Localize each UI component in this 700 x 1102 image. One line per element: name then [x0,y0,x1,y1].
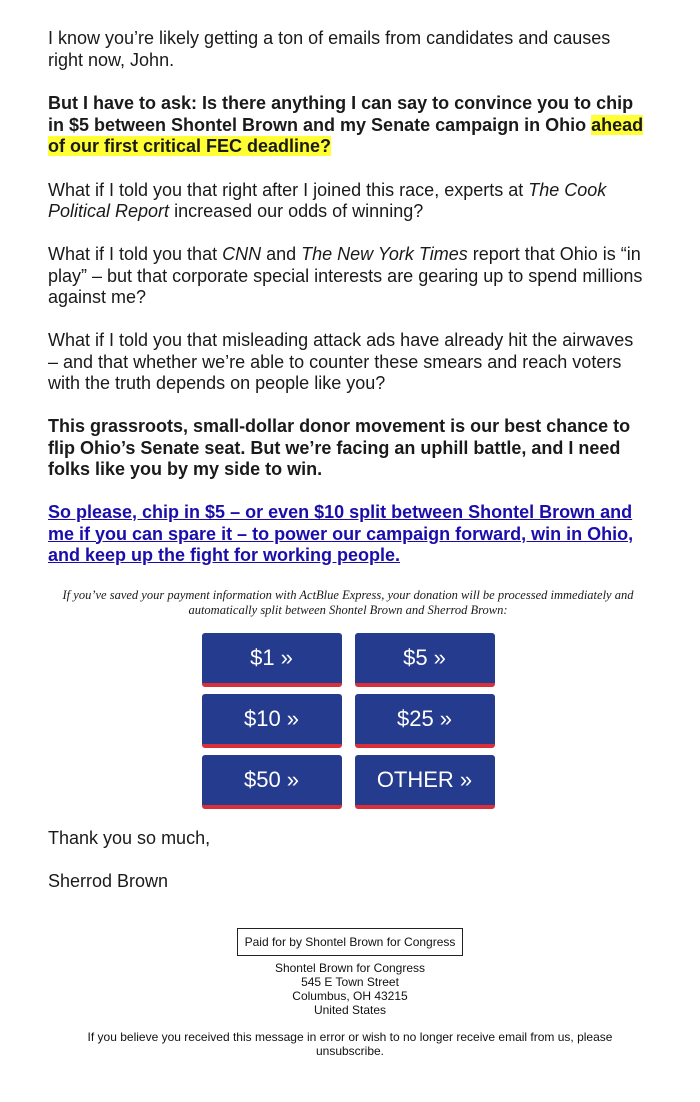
org-name: Shontel Brown for Congress [274,961,426,975]
mailing-address [0,961,700,1017]
cook-text-a: What if I told you that right after I joined this race, experts at [48,179,529,200]
donate-25-button[interactable]: $25 » [355,694,495,748]
donate-10-button[interactable]: $10 » [202,694,342,748]
donate-5-button[interactable]: $5 » [355,633,495,687]
media-paragraph [48,244,648,309]
nyt-name: The New York Times [301,244,468,264]
unsubscribe-text[interactable]: If you believe you received this message in error or wish to no longer receive email from us, please unsubscribe. [87,1030,613,1058]
country: United States [313,1003,387,1017]
city-line: Columbus, OH 43215 [292,989,408,1003]
ask-text: But I have to ask: Is there anything I can say to convince you to chip in $5 between Shontel Brown and my Senate campaign in Ohio [48,93,634,135]
ask-paragraph [48,93,648,158]
cook-text-b: increased our odds of winning? [169,201,424,221]
donate-1-button[interactable]: $1 » [202,633,342,687]
paid-for-box: Paid for by Shontel Brown for Congress [237,928,464,956]
intro-paragraph: I know you’re likely getting a ton of emails from candidates and causes right now, John. [48,28,611,70]
deadline-highlight: ahead of our first critical FEC deadline? [48,114,644,156]
donate-50-button[interactable]: $50 » [202,755,342,809]
donate-button-grid [48,633,648,809]
media-text-a: What if I told you that [48,244,223,264]
signature: Sherrod Brown [48,870,169,891]
grassroots-paragraph: This grassroots, small-dollar donor movement is our best chance to flip Ohio’s Senate seat. But we’re facing an uphill battle, and I need folks like you by my side to win. [48,416,631,479]
media-text-c: report that Ohio is “in play” – but that corporate special interests are gearing up to spend millions against me? [48,244,643,307]
cnn-name: CNN [222,244,262,264]
actblue-fine-print: If you’ve saved your payment information with ActBlue Express, your donation will be processed immediately and automatically split between Shontel Brown and Sherrod Brown: [62,587,634,617]
donate-other-button[interactable]: OTHER » [355,755,495,809]
attack-ads-paragraph: What if I told you that misleading attack ads have already hit the airwaves – and that whether we’re able to counter these smears and reach voters with the truth depends on people like you? [48,330,634,393]
street-address: 545 E Town Street [301,975,399,989]
thanks-text: Thank you so much, [48,827,211,848]
cook-report-title: The Cook Political Report [48,179,607,221]
footer [0,928,700,1058]
media-text-b: and [261,244,302,264]
email-body [48,28,648,892]
donate-link[interactable]: So please, chip in $5 – or even $10 split between Shontel Brown and me if you can spare it – to power our campaign forward, win in Ohio, and keep up the fight for working people. [48,502,634,565]
cook-report-paragraph [48,180,648,223]
